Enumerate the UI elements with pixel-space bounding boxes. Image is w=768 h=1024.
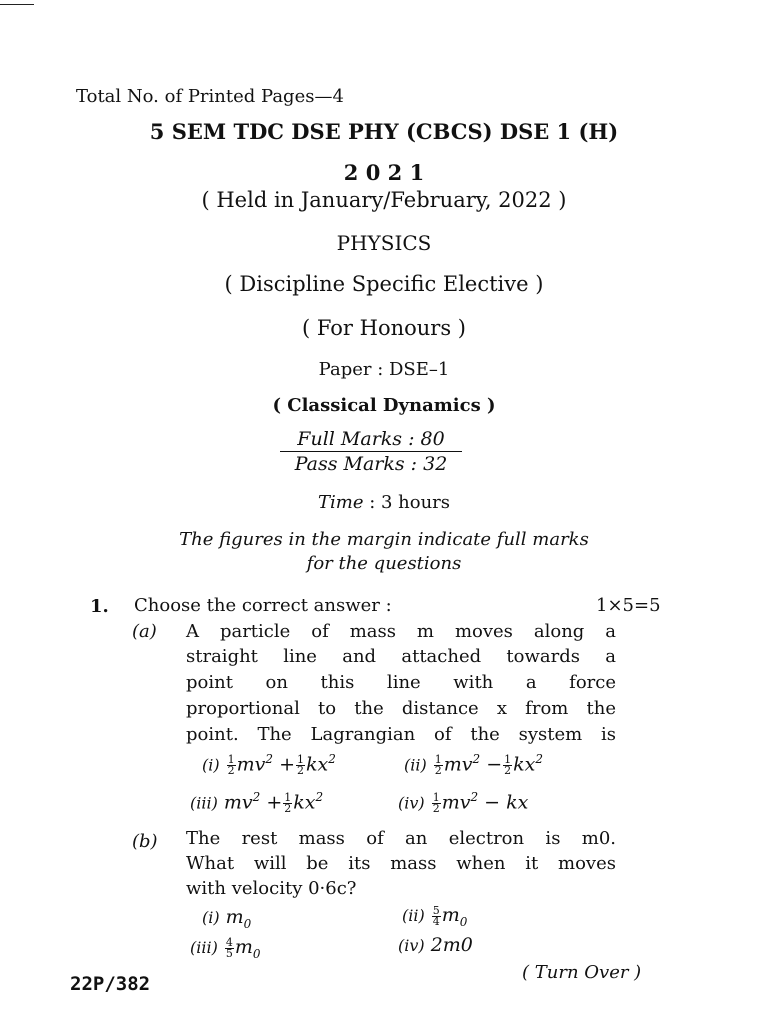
time-allowed [0,492,768,513]
part-a-line-5: point. The Lagrangian of the system is [186,724,616,745]
marks-box [280,428,462,475]
part-b-label: (b) [132,831,158,852]
instruction-line-1: The figures in the margin indicate full marks [179,529,589,550]
part-b-option-iii: (iii) $\frac{4}{5}$ $m_0$ [190,935,261,961]
question-prompt: Choose the correct answer : [134,595,392,616]
question-number: 1. [90,596,109,617]
part-b-line-1: The rest mass of an electron is m0. [186,828,616,849]
part-a-option-i: (i) $\frac{1}{2}$ $mv^2$ + $\frac{1}{2}$ $kx^2$ [202,752,336,777]
part-a-option-iv: (iv) $\frac{1}{2}$ $mv^2$ − kx [398,790,529,815]
topic: ( Classical Dynamics ) [272,395,496,416]
part-b-line-3: with velocity 0·6c? [186,878,357,899]
marks-divider [280,451,462,452]
part-b-option-i: (i) $m_0$ [202,906,252,931]
time-label: Time [317,492,364,513]
course-code: 5 SEM TDC DSE PHY (CBCS) DSE 1 (H) [149,119,619,144]
discipline: ( Discipline Specific Elective ) [224,272,544,296]
held-in: ( Held in January/February, 2022 ) [201,188,567,212]
subject-title: PHYSICS [336,231,432,255]
part-a-line-2: straight line and attached towards a [186,646,616,667]
part-a-option-iii: (iii) $mv^2$ + $\frac{1}{2}$ $kx^2$ [190,790,324,815]
question-marks: 1×5=5 [596,595,661,616]
printed-pages: Total No. of Printed Pages—4 [76,86,344,107]
part-a-line-4: proportional to the distance x from the [186,698,616,719]
honours: ( For Honours ) [302,316,466,340]
time-value: : 3 hours [363,492,451,513]
instruction-line-2: for the questions [306,553,462,574]
part-a-line-3: point on this line with a force [186,672,616,693]
part-b-option-iv: (iv) 2m0 [398,934,473,956]
exam-year: 2 0 2 1 [343,160,425,185]
corner-rule [0,4,34,5]
part-b-line-2: What will be its mass when it moves [186,853,616,874]
part-a-option-ii: (ii) $\frac{1}{2}$ $mv^2$ − $\frac{1}{2}$ $kx^2$ [404,752,544,777]
pass-marks: Pass Marks : 32 [294,453,448,475]
turn-over: ( Turn Over ) [522,962,642,983]
paper: Paper : DSE–1 [318,359,450,380]
part-a-label: (a) [132,621,157,642]
part-a-line-1: A particle of mass m moves along a [186,621,616,642]
part-b-option-ii: (ii) $\frac{5}{4}$ $m_0$ [402,903,468,929]
full-marks: Full Marks : 80 [297,428,445,450]
paper-code: 22P/382 [70,973,151,995]
